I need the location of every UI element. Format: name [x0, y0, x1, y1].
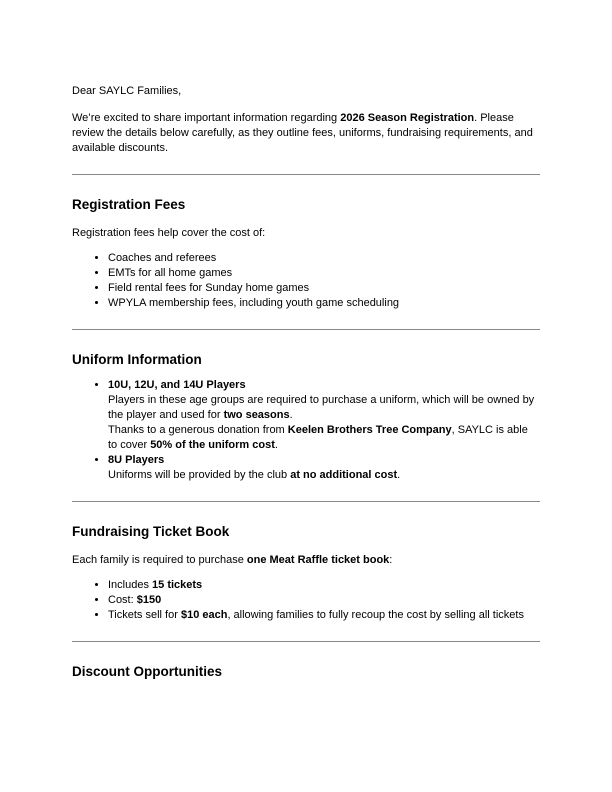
bullet-item	[108, 593, 540, 608]
bold-text-run: $150	[136, 594, 162, 606]
text-run: We’re excited to share important information regarding	[72, 112, 341, 124]
bold-text-run: 2026 Season Registration	[340, 112, 475, 124]
text-run: Uniforms will be provided by the club	[108, 469, 291, 481]
bullet-item	[108, 378, 540, 453]
section-heading-discount-opportunities: Discount Opportunities	[72, 664, 222, 679]
text-run: . Please review the details below carefully, as they outline fees, uniforms, fundraising requirements, and available discounts.	[72, 112, 533, 154]
bold-text-run: at no additional cost	[290, 469, 398, 481]
text-run: Cost:	[108, 594, 137, 606]
text-run: Coaches and referees	[108, 252, 217, 264]
section-heading-fundraising-ticket-book: Fundraising Ticket Book	[72, 524, 230, 539]
bullet-line	[108, 281, 540, 296]
bullet-line	[108, 578, 540, 593]
salutation: Dear SAYLC Families,	[72, 85, 182, 97]
bullet-line	[108, 468, 540, 483]
bullet-item	[108, 578, 540, 593]
text-run: Includes	[108, 579, 153, 591]
bullet-item	[108, 251, 540, 266]
bullet-line	[108, 251, 540, 266]
text-run: , allowing families to fully recoup the cost by selling all tickets	[227, 609, 524, 621]
bold-text-run: one Meat Raffle ticket book	[246, 554, 390, 566]
text-run: Players in these age groups are required to purchase a uniform, which will be owned by the player and used for	[108, 394, 535, 421]
bullet-line	[108, 453, 540, 468]
bullet-line	[108, 266, 540, 281]
fundraising-intro	[72, 553, 540, 568]
bold-text-run: two seasons	[223, 409, 290, 421]
registration-fees-list	[72, 251, 540, 311]
registration-fees-intro	[72, 226, 540, 241]
bullet-line	[108, 423, 540, 453]
bold-text-run: 50% of the uniform cost	[150, 439, 275, 451]
bold-text-run: 8U Players	[108, 454, 165, 466]
fundraising-list	[72, 578, 540, 623]
section-divider	[72, 501, 540, 502]
text-run: .	[289, 409, 293, 421]
section-heading-uniform-information: Uniform Information	[72, 352, 202, 367]
bullet-line	[108, 393, 540, 423]
text-run: Field rental fees for Sunday home games	[108, 282, 310, 294]
text-run: :	[389, 554, 393, 566]
bullet-line	[108, 593, 540, 608]
uniform-information-list	[72, 378, 540, 483]
text-run: , SAYLC is able to cover	[108, 424, 528, 451]
text-run: EMTs for all home games	[108, 267, 233, 279]
section-heading-registration-fees: Registration Fees	[72, 197, 186, 212]
text-run: Each family is required to purchase	[72, 554, 247, 566]
section-divider	[72, 174, 540, 175]
text-run: .	[274, 439, 278, 451]
section-divider	[72, 329, 540, 330]
bullet-item	[108, 266, 540, 281]
bullet-item	[108, 608, 540, 623]
text-run: WPYLA membership fees, including youth game scheduling	[108, 297, 400, 309]
bullet-line	[108, 378, 540, 393]
section-divider	[72, 641, 540, 642]
bullet-item	[108, 296, 540, 311]
intro-paragraph	[72, 111, 540, 156]
text-run: Tickets sell for	[108, 609, 181, 621]
bold-text-run: Keelen Brothers Tree Company	[287, 424, 452, 436]
bullet-item	[108, 281, 540, 296]
bold-text-run: 15 tickets	[152, 579, 203, 591]
bullet-line	[108, 608, 540, 623]
bullet-line	[108, 296, 540, 311]
text-run: Thanks to a generous donation from	[108, 424, 288, 436]
text-run: Registration fees help cover the cost of:	[72, 227, 266, 239]
bold-text-run: 10U, 12U, and 14U Players	[108, 379, 246, 391]
text-run: .	[397, 469, 401, 481]
bold-text-run: $10 each	[180, 609, 228, 621]
bullet-item	[108, 453, 540, 483]
